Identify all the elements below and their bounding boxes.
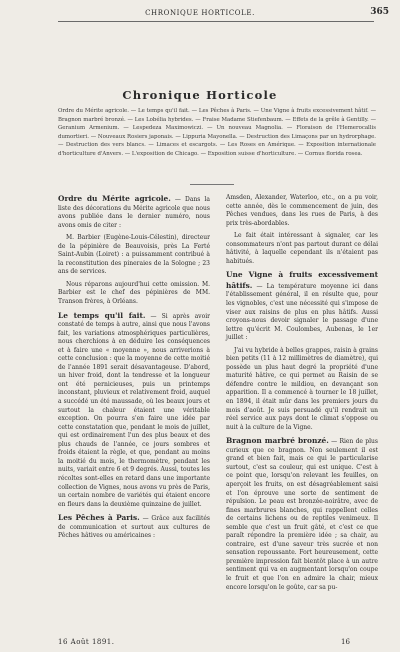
paragraph: Si après avoir constaté de temps à autre, ainsi que nous l'avons fait, les variations atmosphériques particulières, nous cherchions à en déduire les conséquences et à faire une « moyenne », nous arriverions à cette conclusion : que la moyenne de cette moitié de l'année 1891 serait désavantageuse. D'abord, un hiver froid, dont la tendresse et la longueur ont été pernicieuses, puis un printemps inconstant, pluvieux et relativement froid, auquel a succédé un été maussade, où les beaux jours et surtout la chaleur étaient une véritable exception. On pourra s'en faire une idée par cette constatation que, pendant le mois de juillet, qui est ordinairement l'un des plus beaux et des plus chauds de l'année, ce jours sombres et froids étaient la règle, et que, pendant au moins la moitié du mois, le thermomètre, pendant les nuits, variait entre 6 et 9 degrés. Aussi, toutes les récoltes sont-elles en retard dans une importante collection de Vignes, nous avons vu près de Paris, un certain nombre de variétés qui étaient encore en fleurs dans la deuxième quinzaine de juillet. [58, 312, 211, 508]
right-column: Amsden, Alexander, Waterloo, etc., on a pu voir, cette année, dès le commencement de juin, des Pêches vendues, dans les rues de Paris, à des prix très-abordables. Le fait était intéressant à signaler, car les consommateurs n'ont pas partout durant ce délai hâtivité, à laquelle cependant ils n'étaient pas habitués. Une Vigne à fruits excessivement hâtifs. — La température moyenne ici dans l'établissement général, il en résulte que, pour les vignobles, c'est une nécessité qui s'impose de viser aux raisins de plus en plus hâtifs. Aussi croyons-nous devoir signaler le passage d'une lettre qu'écrit M. Coulombes, Aubenas, le 1er juillet : J'ai vu hybride à belles grappes, raisin à grains bien petits (11 à 12 millimètres de diamètre), qui possède un plus haut degré la propriété d'une maturité hâtive, ce qui permet au Raisin de se défendre contre le mildiou, en devançant son apparition. Il a commencé à tourner le 18 juillet, en 1894, il était mûr dans les premiers jours du mois d'août. Je suis persuadé qu'il rendrait un réel service aux pays dont le climat s'oppose ou nuit à la culture de la Vigne. Bragnon marbré bronzé. — Rien de plus curieux que ce bragnon. Non seulement il est grand et bien fait, mais ce qui le particularise surtout, c'est sa couleur, qui est unique. C'est à ce point que, lorsqu'on relevant les feuilles, on aperçoit les fruits, on est désagréablement saisi et l'on éprouve une sorte de sentiment de répulsion. Le peau est bronzée-noirâtre, avec de fines marbrures blanches, qui rappellent celles de certains lichens ou de reptiles venimeux. Il semble que c'est un fruit gâté, et c'est ce que paraît répondre la première idée ; sa chair, au contraire, est d'une saveur très sucrée et non sensation repoussante. Fort heureusement, cette première impression fait bientôt place à un autre sentiment qui va en augmentant lorsqu'on coupe le fruit et que l'on en admire la chair, mieux encore lorsqu'on le goûte, car sa pu- [226, 194, 378, 591]
header-rule [58, 21, 374, 22]
running-title: CHRONIQUE HORTICOLE. [145, 9, 255, 17]
paragraph: Rien de plus curieux que ce bragnon. Non seulement il est grand et bien fait, mais ce qui le particularise surtout, c'est sa couleur, qui est unique. C'est à ce point que, lorsqu'on relevant les feuilles, on aperçoit les fruits, on est désagréablement saisi et l'on éprouve une sorte de sentiment de répulsion. Le peau est bronzée-noirâtre, avec de fines marbrures blanches, qui rappellent celles de certains lichens ou de reptiles venimeux. Il semble que c'est un fruit gâté, et c'est ce que paraît répondre la première idée ; sa chair, au contraire, est d'une saveur très sucrée et non sensation repoussante. Fort heureusement, cette première impression fait bientôt place à un autre sentiment qui va en augmentant lorsqu'on coupe le fruit et que l'on en admire la chair, mieux encore lorsqu'on le goûte, car sa pu- [226, 438, 378, 591]
paragraph: Nous réparons aujourd'hui cette omission. M. Barbier est le chef des pépinières de MM. Transon frères, à Orléans. [58, 280, 210, 306]
paragraph: J'ai vu hybride à belles grappes, raisin à grains bien petits (11 à 12 millimètres de diamètre), qui possède un plus haut degré la propriété d'une maturité hâtive, ce qui permet au Raisin de se défendre contre le mildiou, en devançant son apparition. Il a commencé à tourner le 18 juillet, en 1894, il était mûr dans les premiers jours du mois d'août. Je suis persuadé qu'il rendrait un réel service aux pays dont le climat s'oppose ou nuit à la culture de la Vigne. [226, 346, 378, 431]
paragraph: M. Barbier (Eugène-Louis-Célestin), directeur de la pépinière de Beauvoisis, près La Ferté Saint-Aubin (Loiret) : a puissamment contribué à la reconstitution des pineraies de la Sologne ; 23 ans de services. [58, 234, 210, 276]
article-title: Chronique Horticole [122, 88, 278, 102]
paragraph: Le fait était intéressant à signaler, car les consommateurs n'ont pas partout durant ce délai hâtivité, à laquelle cependant ils n'étaient pas habitués. [226, 232, 378, 265]
issue-date: 16 Août 1891. [58, 638, 115, 646]
paragraph: La température moyenne ici dans l'établissement général, il en résulte que, pour les vignobles, c'est une nécessité qui s'impose de viser aux raisins de plus en plus hâtifs. Aussi croyons-nous devoir signaler le passage d'une lettre qu'écrit M. Coulombes, Aubenas, le 1er juillet : [226, 282, 378, 342]
sheet-signature: 16 [341, 638, 350, 646]
section-heading: Une Vigne à fruits excessivement hâtifs. [226, 270, 378, 290]
paragraph: Dans la liste des décorations du Mérite agricole que nous avons publiée dans le dernier numéro, nous avons omis de citer : [58, 196, 210, 229]
section-heading: Ordre du Mérite agricole. [58, 194, 171, 203]
summary-divider [190, 184, 234, 185]
article-summary: Ordre du Mérite agricole. — Le temps qu'il fait. — Les Pêches à Paris. — Une Vigne à fruits excessivement hâtif. — Bragnon marbré bronzé. — Les Lobélia hybrides. — Fraise Madame Stiefenbaum. — Effets de la grêle à Gentilly. — Geranium Armenium. — Lespedeza Maximowiczi. — Un nouveau Magnolia. — Floraison de l'Hemerocallis dumortieri. — Nouveaux Rosiers japonais. — Lippuria Mayonella. — Destruction des Limaçons par un hydrorphage. — Destruction des vers blancs. — Limaces et escargots. — Les Roses en Amérique. — Exposition internationale d'horticulture d'Anvers. — L'exposition de Chicago. — Exposition suisse d'horticulture. — Cornus florida rosea. [58, 108, 376, 157]
section-heading: Le temps qu'il fait. [58, 310, 146, 320]
section-heading: Bragnon marbré bronzé. [226, 436, 329, 446]
paragraph: Amsden, Alexander, Waterloo, etc., on a pu voir, cette année, dès le commencement de juin, des Pêches vendues, dans les rues de Paris, à des prix très-abordables. [226, 194, 378, 227]
section-heading: Les Pêches à Paris. [58, 513, 140, 523]
paragraph: Grâce aux facilités de communication et surtout aux cultures de Pêches hâtives ou américaines : [58, 515, 210, 540]
page-number: 365 [370, 7, 389, 17]
left-column: Ordre du Mérite agricole. — Dans la liste des décorations du Mérite agricole que nous avons publiée dans le dernier numéro, nous avons omis de citer : M. Barbier (Eugène-Louis-Célestin), directeur de la pépinière de Beauvoisis, près La Ferté Saint-Aubin (Loiret) : a puissamment contribué à la reconstitution des pineraies de la Sologne ; 23 ans de services. Nous réparons aujourd'hui cette omission. M. Barbier est le chef des pépinières de MM. Transon frères, à Orléans. Le temps qu'il fait. — Si après avoir constaté de temps à autre, ainsi que nous l'avons fait, les variations atmosphériques particulières, nous cherchions à en déduire les conséquences et à faire une « moyenne », nous arriverions à cette conclusion : que la moyenne de cette moitié de l'année 1891 serait désavantageuse. D'abord, un hiver froid, dont la tendresse et la longueur ont été pernicieuses, puis un printemps inconstant, pluvieux et relativement froid, auquel a succédé un été maussade, où les beaux jours et surtout la chaleur étaient une véritable exception. On pourra s'en faire une idée par cette constatation que, pendant le mois de juillet, qui est ordinairement l'un des plus beaux et des plus chauds de l'année, ce jours sombres et froids étaient la règle, et que, pendant au moins la moitié du mois, le thermomètre, pendant les nuits, variait entre 6 et 9 degrés. Aussi, toutes les récoltes sont-elles en retard dans une importante collection de Vignes, nous avons vu près de Paris, un certain nombre de variétés qui étaient encore en fleurs dans la deuxième quinzaine de juillet. Les Pêches à Paris. — Grâce aux facilités de communication et surtout aux cultures de Pêches hâtives ou américaines : [58, 194, 211, 540]
